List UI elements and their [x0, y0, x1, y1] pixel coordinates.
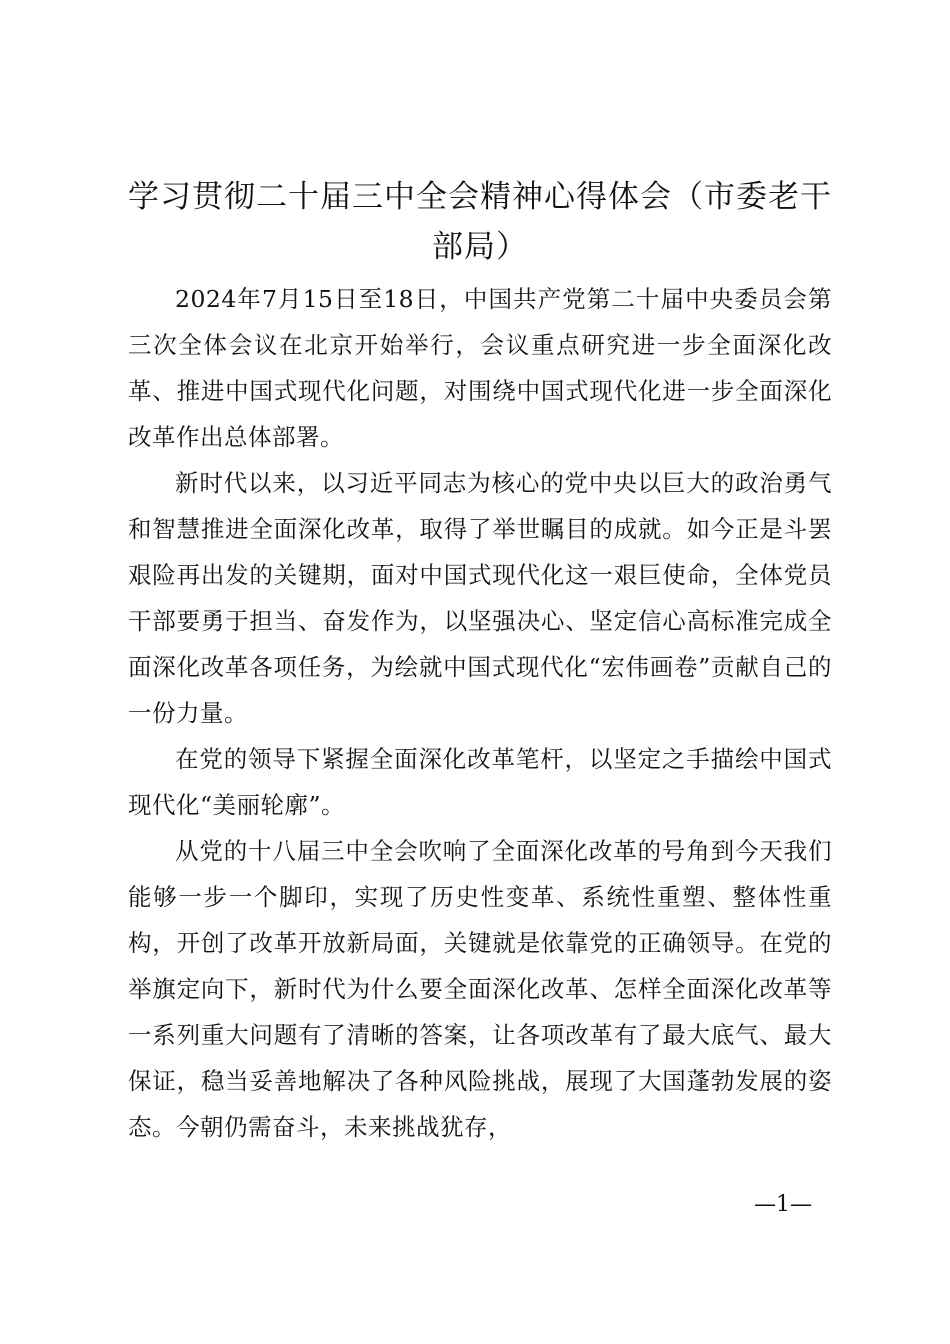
document-body	[128, 276, 832, 1150]
page-number: —1—	[754, 1192, 812, 1217]
document-title: 学习贯彻二十届三中全会精神心得体会（市委老干部局）	[128, 179, 832, 265]
paragraph-1: 2024年7月15日至18日，中国共产党第二十届中央委员会第三次全体会议在北京开始举行，会议重点研究进一步全面深化改革、推进中国式现代化问题，对围绕中国式现代化进一步全面深化改革作出总体部署。	[128, 285, 832, 451]
paragraph-3: 在党的领导下紧握全面深化改革笔杆，以坚定之手描绘中国式现代化“美丽轮廓”。	[128, 745, 832, 819]
paragraph-2: 新时代以来，以习近平同志为核心的党中央以巨大的政治勇气和智慧推进全面深化改革，取得了举世瞩目的成就。如今正是斗罢艰险再出发的关键期，面对中国式现代化这一艰巨使命，全体党员干部要勇于担当、奋发作为，以坚强决心、坚定信心高标准完成全面深化改革各项任务，为绘就中国式现代化“宏伟画卷”贡献自己的一份力量。	[128, 469, 832, 727]
paragraph-4: 从党的十八届三中全会吹响了全面深化改革的号角到今天我们能够一步一个脚印，实现了历史性变革、系统性重塑、整体性重构，开创了改革开放新局面，关键就是依靠党的正确领导。在党的举旗定向下，新时代为什么要全面深化改革、怎样全面深化改革等一系列重大问题有了清晰的答案，让各项改革有了最大底气、最大保证，稳当妥善地解决了各种风险挑战，展现了大国蓬勃发展的姿态。今朝仍需奋斗，未来挑战犹存，	[128, 837, 832, 1141]
